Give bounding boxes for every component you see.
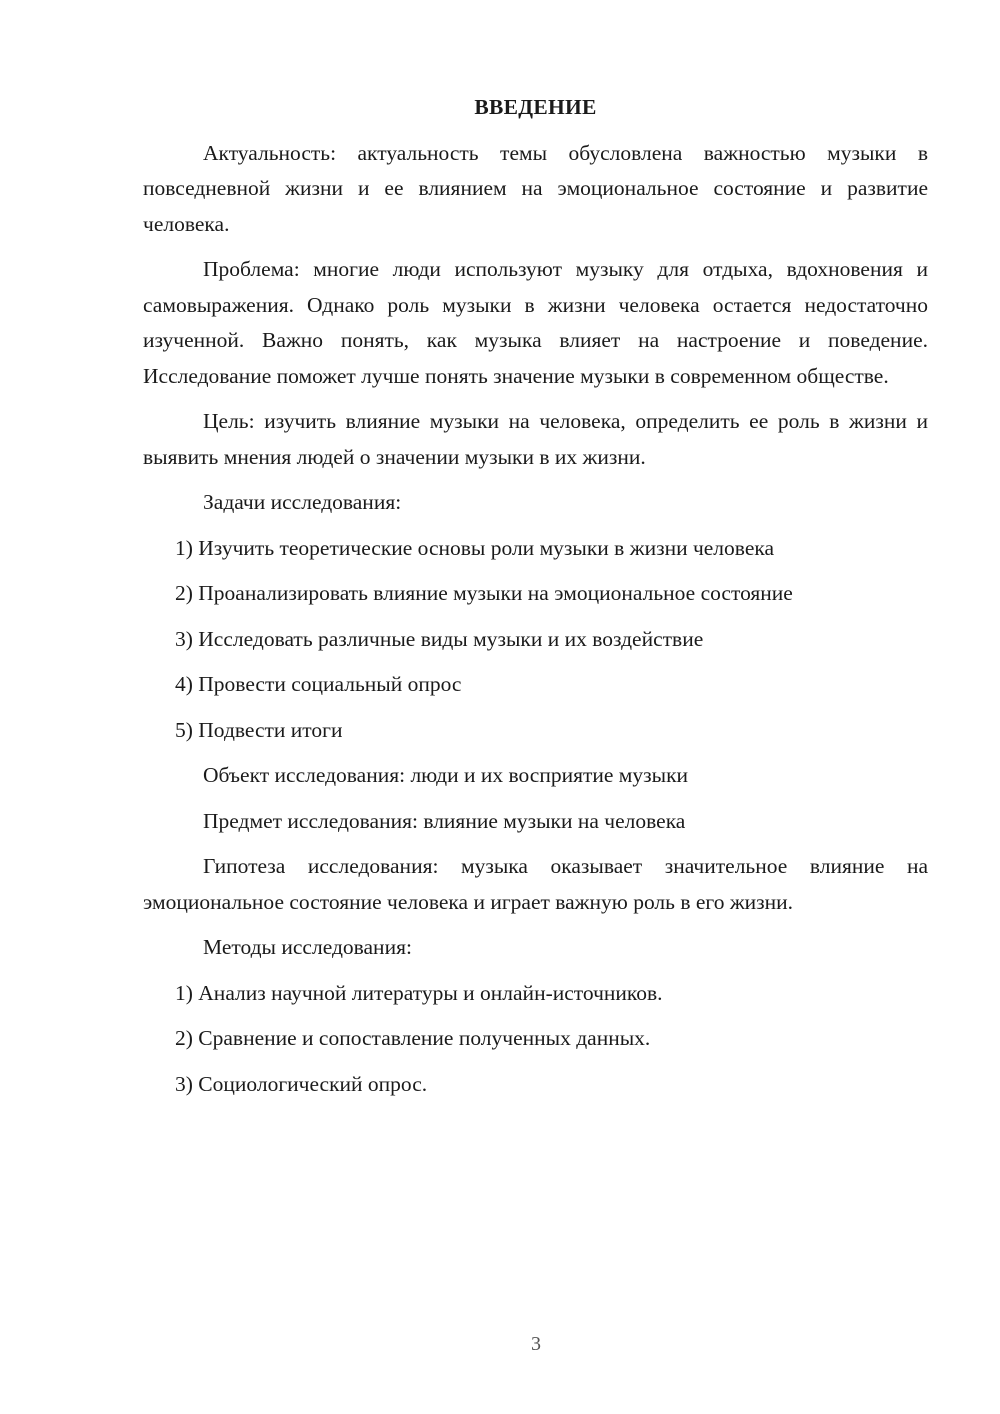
- section-title: ВВЕДЕНИЕ: [474, 95, 597, 119]
- page-number: 3: [531, 1333, 541, 1355]
- list-item: 2) Проанализировать влияние музыки на эмоциональное состояние: [175, 581, 793, 605]
- list-item: 3) Социологический опрос.: [175, 1071, 428, 1096]
- tasks-list: [143, 531, 928, 749]
- methods-heading: Методы исследования:: [203, 935, 412, 959]
- tasks-heading: Задачи исследования:: [203, 490, 402, 514]
- list-item: 1) Изучить теоретические основы роли музыки в жизни человека: [175, 535, 775, 560]
- relevance-paragraph: Актуальность: актуальность темы обусловлена важностью музыки в повседневной жизни и ее влиянием на эмоциональное состояние и развитие человека.: [143, 140, 928, 236]
- goal-paragraph: Цель: изучить влияние музыки на человека, определить ее роль в жизни и выявить мнения людей о значении музыки в их жизни.: [143, 409, 928, 469]
- list-item: 2) Сравнение и сопоставление полученных данных.: [175, 1026, 651, 1050]
- hypothesis-paragraph: Гипотеза исследования: музыка оказывает значительное влияние на эмоциональное состояние человека и играет важную роль в его жизни.: [143, 854, 928, 914]
- object-line: Объект исследования: люди и их восприятие музыки: [203, 763, 689, 787]
- list-item: 5) Подвести итоги: [175, 717, 343, 742]
- document-page: [143, 90, 928, 1112]
- list-item: 1) Анализ научной литературы и онлайн-источников.: [175, 980, 663, 1005]
- methods-list: [143, 976, 928, 1103]
- subject-line: Предмет исследования: влияние музыки на человека: [203, 808, 686, 833]
- list-item: 4) Провести социальный опрос: [175, 672, 462, 696]
- problem-paragraph: Проблема: многие люди используют музыку для отдыха, вдохновения и самовыражения. Однако роль музыки в жизни человека остается недостаточно изученной. Важно понять, как музыка влияет на настроение и поведение. Исследование поможет лучше понять значение музыки в современном обществе.: [143, 257, 928, 388]
- list-item: 3) Исследовать различные виды музыки и их воздействие: [175, 626, 704, 651]
